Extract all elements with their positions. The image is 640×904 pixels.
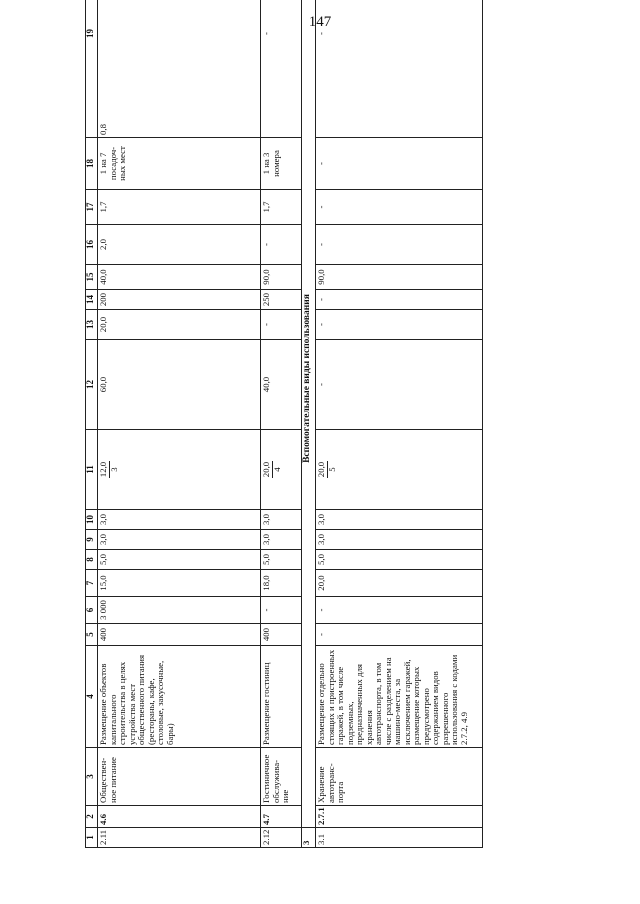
cell-value: 1,7 [261, 190, 302, 225]
column-header: 13 [86, 310, 98, 340]
column-header: 2 [86, 806, 98, 828]
header-row [86, 0, 98, 848]
cell-value: - [316, 624, 483, 646]
rotated-table-content [85, 29, 498, 848]
cell-fraction [98, 430, 261, 510]
fraction-numerator: 20,0 [316, 461, 326, 478]
column-header: 5 [86, 624, 98, 646]
cell-value: - [261, 597, 302, 624]
cell-parking: 1 на 3 номера [261, 138, 302, 190]
column-header: 9 [86, 530, 98, 550]
cell-value: 5,0 [316, 550, 483, 570]
cell-value: 1,7 [98, 190, 261, 225]
fraction-denominator: 4 [271, 467, 282, 472]
column-header: 15 [86, 265, 98, 290]
cell-value: 3,0 [316, 530, 483, 550]
regulations-table [85, 0, 483, 848]
cell-fraction [261, 430, 302, 510]
cell-description: Размещение отдельно стоящих и пристроенных гаражей, в том числе подземных, предназначенных для хранения автотранспорта, в том числе с разделением на машино-места, за исключением гаражей, размещение которых предусмотрено содержанием видов разрешенного использования с кодами 2.7.2, 4.9 [316, 646, 483, 748]
cell-number: 2.12 [261, 828, 302, 848]
cell-value: 60,0 [98, 340, 261, 430]
section-title: Вспомогательные виды использования [302, 0, 316, 828]
cell-value: 20,0 [316, 570, 483, 597]
column-header: 4 [86, 646, 98, 748]
cell-value: - [261, 0, 302, 138]
column-header: 12 [86, 340, 98, 430]
fraction-numerator: 12,0 [98, 461, 108, 478]
cell-value: 3,0 [261, 510, 302, 530]
table-row [261, 0, 302, 848]
cell-value: 5,0 [261, 550, 302, 570]
cell-value: - [316, 597, 483, 624]
table-row [316, 0, 483, 848]
cell-value: 200 [98, 290, 261, 310]
cell-value: 40,0 [261, 340, 302, 430]
cell-value: 3,0 [261, 530, 302, 550]
column-header: 17 [86, 190, 98, 225]
column-header: 1 [86, 828, 98, 848]
cell-use-name: Хранение автотранс-порта [316, 748, 483, 806]
cell-value: 400 [98, 624, 261, 646]
column-header: 8 [86, 550, 98, 570]
rotated-table-area [85, 29, 498, 848]
column-header: 11 [86, 430, 98, 510]
column-header: 18 [86, 138, 98, 190]
cell-number: 3 [302, 828, 316, 848]
cell-value: 400 [261, 624, 302, 646]
cell-parking: 1 на 7 посадоч-ных мест [98, 138, 261, 190]
cell-value: 90,0 [316, 265, 483, 290]
cell-value: 90,0 [261, 265, 302, 290]
cell-value: - [316, 310, 483, 340]
table-row [98, 0, 261, 848]
cell-value: - [261, 310, 302, 340]
column-header: 14 [86, 290, 98, 310]
cell-value: 3,0 [98, 510, 261, 530]
cell-value: 3 000 [98, 597, 261, 624]
column-header: 7 [86, 570, 98, 597]
cell-value: - [316, 290, 483, 310]
column-header: 10 [86, 510, 98, 530]
cell-value: 20,0 [98, 310, 261, 340]
cell-value: - [316, 190, 483, 225]
cell-number: 2.11 [98, 828, 261, 848]
cell-value: 2,0 [98, 225, 261, 265]
cell-code: 4.6 [98, 806, 261, 828]
cell-use-name: Гостиничное обслужива-ние [261, 748, 302, 806]
cell-code: 4.7 [261, 806, 302, 828]
cell-value: 0,8 [98, 0, 261, 138]
cell-value: 3,0 [316, 510, 483, 530]
cell-use-name: Обществен-ное питание [98, 748, 261, 806]
cell-fraction [316, 430, 483, 510]
cell-description: Размещение объектов капитального строительства в целях устройства мест общественного питания (рестораны, кафе, столовые, закусочные, бары) [98, 646, 261, 748]
cell-value: 40,0 [98, 265, 261, 290]
cell-value: 3,0 [98, 530, 261, 550]
cell-value: - [316, 340, 483, 430]
cell-parking: - [316, 138, 483, 190]
section-row [302, 0, 316, 848]
fraction-numerator: 20,0 [261, 461, 271, 478]
fraction-denominator: 3 [108, 467, 119, 472]
cell-value: - [316, 225, 483, 265]
cell-value: 18,0 [261, 570, 302, 597]
column-header: 3 [86, 748, 98, 806]
column-header: 16 [86, 225, 98, 265]
cell-value: - [316, 0, 483, 138]
page-number: 147 [308, 14, 332, 30]
cell-value: 5,0 [98, 550, 261, 570]
cell-code: 2.7.1 [316, 806, 483, 828]
fraction-denominator: 5 [326, 467, 337, 472]
column-header: 6 [86, 597, 98, 624]
cell-value: 250 [261, 290, 302, 310]
cell-number: 3.1 [316, 828, 483, 848]
cell-value: - [261, 225, 302, 265]
column-header: 19 [86, 0, 98, 138]
cell-value: 15,0 [98, 570, 261, 597]
cell-description: Размещение гостиниц [261, 646, 302, 748]
